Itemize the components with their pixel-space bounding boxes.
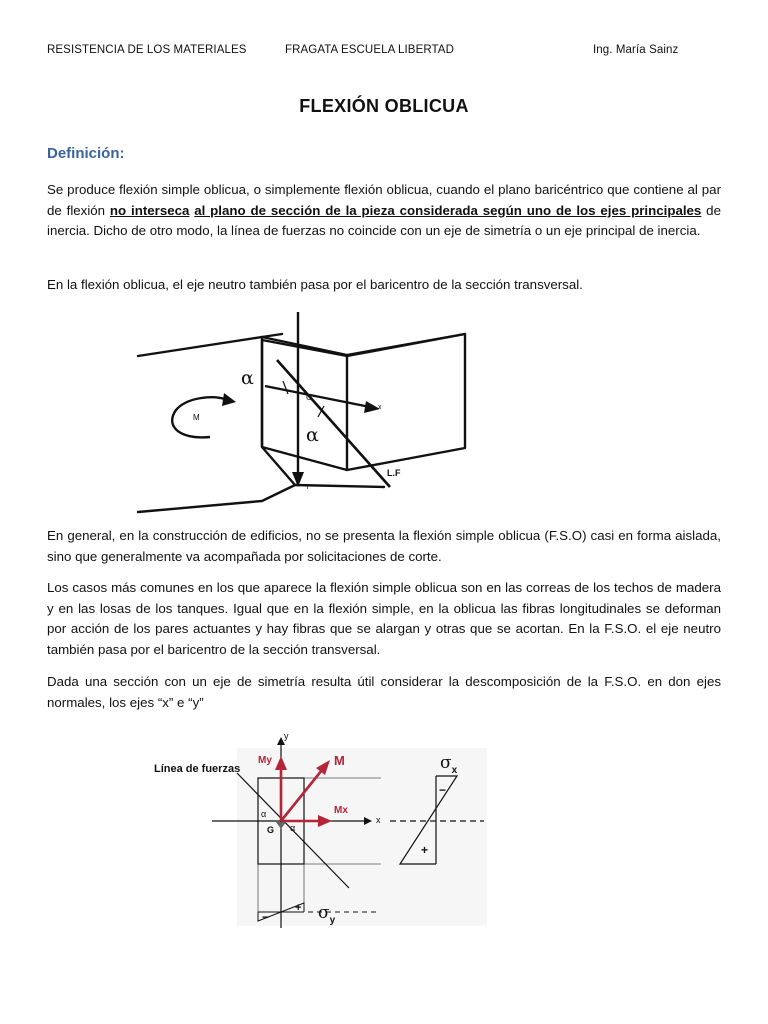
p1-text-e: de inercia. Dicho de otro modo, la línea de fuerzas no coincide con un eje de simetría o un eje principal de inercia. — [47, 202, 721, 239]
paragraph-decomposition: Dada una sección con un eje de simetría resulta útil considerar la descomposición de la F.S.O. en don ejes normales, los ejes “x” e “y” — [47, 674, 721, 710]
fig1-force-line-label: L.F — [387, 468, 401, 478]
paragraph-neutral-axis: En la flexión oblicua, el eje neutro también pasa por el baricentro de la sección transversal. — [47, 277, 583, 292]
fig2-centroid-label: G — [267, 825, 275, 835]
paragraph-buildings: En general, en la construcción de edificios, no se presenta la flexión simple oblicua (F.S.O) casi en forma aislada, sino que generalmente va acompañada por solicitaciones de corte. — [47, 528, 721, 564]
header-course: RESISTENCIA DE LOS MATERIALES — [47, 44, 247, 56]
fig2-force-line-label: Línea de fuerzas — [154, 763, 241, 775]
p1-emphasis-1: no interseca — [109, 202, 190, 218]
fig2-sigma-y-plus: + — [295, 902, 302, 914]
fig2-sigma-y-minus: − — [262, 910, 270, 924]
section-heading: Definición: — [47, 145, 125, 162]
fig1-alpha-top: α — [241, 367, 254, 389]
fig1-y-label: Y — [305, 484, 310, 491]
figure-background — [237, 748, 487, 926]
fig2-mx-label: Mx — [334, 805, 348, 816]
fig1-moment-label: M — [193, 413, 200, 422]
fig1-x-label: x — [378, 404, 382, 411]
p1-emphasis-2: al plano de sección de la pieza considerada según uno de los ejes principales — [194, 202, 702, 218]
fig2-sigma-x: $\sigma_x$ — [440, 753, 458, 776]
header-institution: FRAGATA ESCUELA LIBERTAD — [285, 44, 454, 56]
header-author: Ing. María Sainz — [593, 44, 679, 56]
page-title: FLEXIÓN OBLICUA — [299, 96, 469, 116]
fig2-y-label: y — [284, 731, 289, 741]
fig2-m-label: M — [334, 753, 345, 768]
fig2-alpha-right: α — [290, 823, 296, 833]
fig2-sigma-x-plus: + — [421, 843, 429, 857]
fig2-x-label: x — [376, 815, 381, 825]
fig2-sigma-x-minus: − — [439, 783, 447, 797]
paragraph-common-cases: Los casos más comunes en los que aparece la flexión simple oblicua son en las correas de los techos de madera y en las losas de los tanques. Igual que en la flexión simple, en la oblicua las fibras longitudinales se deforman por acción de los pares actuantes y hay fibras que se alargan y otras que se acortan. En la F.S.O. el eje neutro también pasa por el baricentro de la sección transversal. — [47, 580, 721, 657]
fig2-my-label: My — [258, 755, 272, 766]
p1-text-a: Se produce flexión simple oblicua, o simplemente flexión oblicua, cuando el plano baricéntrico que contiene al par de flexión — [47, 182, 721, 218]
fig1-centroid-label: G — [306, 393, 313, 402]
fig2-sigma-y: $\sigma_y$ — [318, 903, 336, 926]
fig1-alpha-bottom: α — [306, 424, 319, 446]
fig2-alpha-left: α — [261, 809, 267, 819]
